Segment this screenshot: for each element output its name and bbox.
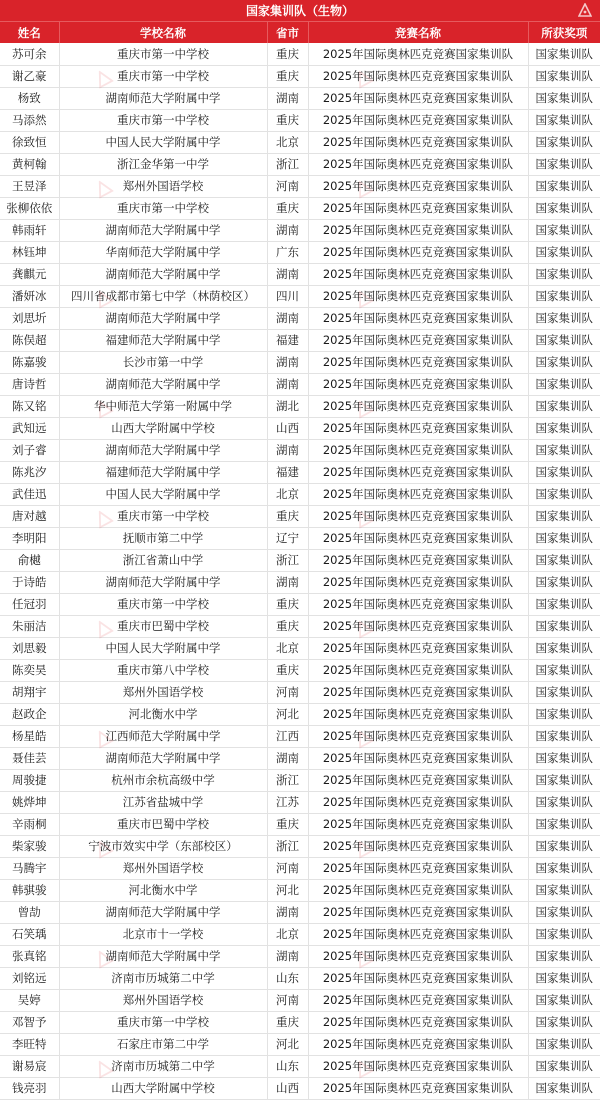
table-row xyxy=(0,43,600,65)
cell-award: 国家集训队 xyxy=(528,703,600,725)
cell-name: 陈嘉骏 xyxy=(0,351,59,373)
cell-school: 郑州外国语学校 xyxy=(59,989,267,1011)
cell-award: 国家集训队 xyxy=(528,835,600,857)
cell-province: 重庆 xyxy=(267,65,308,87)
cell-award: 国家集训队 xyxy=(528,43,600,65)
cell-name: 柴家骏 xyxy=(0,835,59,857)
cell-school: 中国人民大学附属中学 xyxy=(59,483,267,505)
cell-province: 河北 xyxy=(267,879,308,901)
cell-school: 重庆市第八中学校 xyxy=(59,659,267,681)
cell-school: 重庆市第一中学校 xyxy=(59,505,267,527)
table-row xyxy=(0,439,600,461)
cell-award: 国家集训队 xyxy=(528,1011,600,1033)
cell-province: 福建 xyxy=(267,329,308,351)
table-row xyxy=(0,351,600,373)
cell-province: 北京 xyxy=(267,483,308,505)
cell-award: 国家集训队 xyxy=(528,769,600,791)
cell-competition: 2025年国际奥林匹克竞赛国家集训队 xyxy=(308,571,528,593)
cell-competition: 2025年国际奥林匹克竞赛国家集训队 xyxy=(308,329,528,351)
cell-competition: 2025年国际奥林匹克竞赛国家集训队 xyxy=(308,263,528,285)
table-row xyxy=(0,197,600,219)
table-row xyxy=(0,1055,600,1077)
cell-award: 国家集训队 xyxy=(528,1077,600,1099)
table-row xyxy=(0,109,600,131)
cell-school: 重庆市第一中学校 xyxy=(59,43,267,65)
cell-award: 国家集训队 xyxy=(528,659,600,681)
cell-award: 国家集训队 xyxy=(528,901,600,923)
cell-name: 朱丽洁 xyxy=(0,615,59,637)
cell-competition: 2025年国际奥林匹克竞赛国家集训队 xyxy=(308,857,528,879)
cell-name: 钱亮羽 xyxy=(0,1077,59,1099)
cell-competition: 2025年国际奥林匹克竞赛国家集训队 xyxy=(308,395,528,417)
cell-competition: 2025年国际奥林匹克竞赛国家集训队 xyxy=(308,725,528,747)
cell-award: 国家集训队 xyxy=(528,373,600,395)
cell-name: 徐致恒 xyxy=(0,131,59,153)
cell-name: 武知远 xyxy=(0,417,59,439)
table-row xyxy=(0,87,600,109)
cell-name: 唐诗哲 xyxy=(0,373,59,395)
cell-school: 华南师范大学附属中学 xyxy=(59,241,267,263)
cell-province: 湖南 xyxy=(267,87,308,109)
cell-province: 河北 xyxy=(267,703,308,725)
cell-award: 国家集训队 xyxy=(528,175,600,197)
cell-school: 重庆市第一中学校 xyxy=(59,65,267,87)
table-body xyxy=(0,43,600,1099)
cell-school: 重庆市第一中学校 xyxy=(59,593,267,615)
cell-province: 重庆 xyxy=(267,813,308,835)
cell-school: 济南市历城第二中学 xyxy=(59,967,267,989)
cell-school: 中国人民大学附属中学 xyxy=(59,131,267,153)
cell-province: 湖南 xyxy=(267,945,308,967)
cell-province: 山西 xyxy=(267,417,308,439)
table-row xyxy=(0,153,600,175)
table-row xyxy=(0,923,600,945)
cell-competition: 2025年国际奥林匹克竞赛国家集训队 xyxy=(308,813,528,835)
cell-school: 郑州外国语学校 xyxy=(59,857,267,879)
cell-school: 湖南师范大学附属中学 xyxy=(59,439,267,461)
cell-school: 中国人民大学附属中学 xyxy=(59,637,267,659)
cell-province: 山东 xyxy=(267,967,308,989)
cell-name: 龚麒元 xyxy=(0,263,59,285)
cell-competition: 2025年国际奥林匹克竞赛国家集训队 xyxy=(308,285,528,307)
cell-competition: 2025年国际奥林匹克竞赛国家集训队 xyxy=(308,1055,528,1077)
table-row xyxy=(0,219,600,241)
cell-competition: 2025年国际奥林匹克竞赛国家集训队 xyxy=(308,681,528,703)
cell-competition: 2025年国际奥林匹克竞赛国家集训队 xyxy=(308,1077,528,1099)
cell-school: 湖南师范大学附属中学 xyxy=(59,747,267,769)
cell-competition: 2025年国际奥林匹克竞赛国家集训队 xyxy=(308,43,528,65)
cell-name: 杨致 xyxy=(0,87,59,109)
cell-school: 济南市历城第二中学 xyxy=(59,1055,267,1077)
cell-competition: 2025年国际奥林匹克竞赛国家集训队 xyxy=(308,1011,528,1033)
cell-competition: 2025年国际奥林匹克竞赛国家集训队 xyxy=(308,373,528,395)
cell-competition: 2025年国际奥林匹克竞赛国家集训队 xyxy=(308,945,528,967)
cell-award: 国家集训队 xyxy=(528,989,600,1011)
cell-province: 河南 xyxy=(267,175,308,197)
cell-award: 国家集训队 xyxy=(528,637,600,659)
cell-name: 潘妍冰 xyxy=(0,285,59,307)
cell-award: 国家集训队 xyxy=(528,681,600,703)
cell-province: 北京 xyxy=(267,637,308,659)
cell-competition: 2025年国际奥林匹克竞赛国家集训队 xyxy=(308,87,528,109)
cell-province: 浙江 xyxy=(267,153,308,175)
cell-name: 李旺特 xyxy=(0,1033,59,1055)
cell-name: 张真铭 xyxy=(0,945,59,967)
cell-province: 山西 xyxy=(267,1077,308,1099)
cell-name: 赵政企 xyxy=(0,703,59,725)
cell-competition: 2025年国际奥林匹克竞赛国家集训队 xyxy=(308,439,528,461)
cell-school: 江苏省盐城中学 xyxy=(59,791,267,813)
cell-school: 重庆市巴蜀中学校 xyxy=(59,813,267,835)
cell-award: 国家集训队 xyxy=(528,439,600,461)
cell-award: 国家集训队 xyxy=(528,527,600,549)
cell-competition: 2025年国际奥林匹克竞赛国家集训队 xyxy=(308,747,528,769)
table-row xyxy=(0,263,600,285)
cell-school: 四川省成都市第七中学（林荫校区） xyxy=(59,285,267,307)
cell-name: 韩骐骏 xyxy=(0,879,59,901)
cell-award: 国家集训队 xyxy=(528,549,600,571)
cell-province: 重庆 xyxy=(267,197,308,219)
cell-award: 国家集训队 xyxy=(528,461,600,483)
cell-award: 国家集训队 xyxy=(528,87,600,109)
cell-school: 江西师范大学附属中学 xyxy=(59,725,267,747)
triangle-logo-icon xyxy=(578,3,592,17)
cell-school: 抚顺市第二中学 xyxy=(59,527,267,549)
cell-competition: 2025年国际奥林匹克竞赛国家集训队 xyxy=(308,769,528,791)
table-row xyxy=(0,329,600,351)
cell-award: 国家集训队 xyxy=(528,1055,600,1077)
cell-name: 陈又铭 xyxy=(0,395,59,417)
cell-competition: 2025年国际奥林匹克竞赛国家集训队 xyxy=(308,659,528,681)
cell-name: 唐对越 xyxy=(0,505,59,527)
cell-competition: 2025年国际奥林匹克竞赛国家集训队 xyxy=(308,901,528,923)
cell-competition: 2025年国际奥林匹克竞赛国家集训队 xyxy=(308,505,528,527)
cell-competition: 2025年国际奥林匹克竞赛国家集训队 xyxy=(308,219,528,241)
cell-name: 刘子睿 xyxy=(0,439,59,461)
cell-province: 重庆 xyxy=(267,1011,308,1033)
cell-competition: 2025年国际奥林匹克竞赛国家集训队 xyxy=(308,175,528,197)
cell-competition: 2025年国际奥林匹克竞赛国家集训队 xyxy=(308,989,528,1011)
cell-province: 北京 xyxy=(267,923,308,945)
cell-name: 胡翔宇 xyxy=(0,681,59,703)
cell-name: 周骏捷 xyxy=(0,769,59,791)
table-row xyxy=(0,747,600,769)
cell-award: 国家集训队 xyxy=(528,219,600,241)
cell-award: 国家集训队 xyxy=(528,923,600,945)
cell-name: 俞樾 xyxy=(0,549,59,571)
cell-name: 石笑瑀 xyxy=(0,923,59,945)
cell-province: 重庆 xyxy=(267,109,308,131)
cell-province: 山东 xyxy=(267,1055,308,1077)
cell-competition: 2025年国际奥林匹克竞赛国家集训队 xyxy=(308,593,528,615)
cell-school: 重庆市第一中学校 xyxy=(59,109,267,131)
cell-competition: 2025年国际奥林匹克竞赛国家集训队 xyxy=(308,65,528,87)
cell-award: 国家集训队 xyxy=(528,197,600,219)
cell-award: 国家集训队 xyxy=(528,967,600,989)
cell-competition: 2025年国际奥林匹克竞赛国家集训队 xyxy=(308,967,528,989)
cell-competition: 2025年国际奥林匹克竞赛国家集训队 xyxy=(308,307,528,329)
table-row xyxy=(0,637,600,659)
cell-province: 重庆 xyxy=(267,615,308,637)
cell-competition: 2025年国际奥林匹克竞赛国家集训队 xyxy=(308,351,528,373)
cell-award: 国家集训队 xyxy=(528,131,600,153)
cell-province: 湖南 xyxy=(267,263,308,285)
cell-name: 陈俣超 xyxy=(0,329,59,351)
cell-competition: 2025年国际奥林匹克竞赛国家集训队 xyxy=(308,153,528,175)
cell-award: 国家集训队 xyxy=(528,307,600,329)
cell-school: 重庆市第一中学校 xyxy=(59,197,267,219)
table-row xyxy=(0,395,600,417)
cell-competition: 2025年国际奥林匹克竞赛国家集训队 xyxy=(308,791,528,813)
cell-award: 国家集训队 xyxy=(528,813,600,835)
cell-school: 湖南师范大学附属中学 xyxy=(59,571,267,593)
cell-award: 国家集训队 xyxy=(528,593,600,615)
cell-province: 辽宁 xyxy=(267,527,308,549)
cell-competition: 2025年国际奥林匹克竞赛国家集训队 xyxy=(308,527,528,549)
cell-name: 任冠羽 xyxy=(0,593,59,615)
cell-name: 李明阳 xyxy=(0,527,59,549)
cell-school: 湖南师范大学附属中学 xyxy=(59,945,267,967)
cell-award: 国家集训队 xyxy=(528,109,600,131)
cell-name: 谢易宸 xyxy=(0,1055,59,1077)
table-row xyxy=(0,175,600,197)
cell-award: 国家集训队 xyxy=(528,65,600,87)
cell-award: 国家集训队 xyxy=(528,505,600,527)
cell-school: 石家庄市第二中学 xyxy=(59,1033,267,1055)
cell-school: 宁波市效实中学（东部校区） xyxy=(59,835,267,857)
col-header-competition: 竞赛名称 xyxy=(308,22,528,44)
cell-name: 刘铭远 xyxy=(0,967,59,989)
cell-school: 湖南师范大学附属中学 xyxy=(59,901,267,923)
cell-name: 邓智予 xyxy=(0,1011,59,1033)
cell-name: 刘思毅 xyxy=(0,637,59,659)
table-row xyxy=(0,989,600,1011)
cell-competition: 2025年国际奥林匹克竞赛国家集训队 xyxy=(308,879,528,901)
table-row xyxy=(0,461,600,483)
cell-province: 福建 xyxy=(267,461,308,483)
table-row xyxy=(0,791,600,813)
cell-school: 郑州外国语学校 xyxy=(59,175,267,197)
cell-province: 湖南 xyxy=(267,351,308,373)
cell-name: 于诗皓 xyxy=(0,571,59,593)
table-row xyxy=(0,725,600,747)
cell-school: 浙江省萧山中学 xyxy=(59,549,267,571)
cell-name: 苏可余 xyxy=(0,43,59,65)
cell-competition: 2025年国际奥林匹克竞赛国家集训队 xyxy=(308,637,528,659)
cell-award: 国家集训队 xyxy=(528,417,600,439)
cell-province: 重庆 xyxy=(267,593,308,615)
cell-name: 马腾宇 xyxy=(0,857,59,879)
cell-province: 江苏 xyxy=(267,791,308,813)
cell-school: 福建师范大学附属中学 xyxy=(59,461,267,483)
cell-award: 国家集训队 xyxy=(528,263,600,285)
table-row xyxy=(0,593,600,615)
table-row xyxy=(0,1011,600,1033)
table-row xyxy=(0,1033,600,1055)
table-row xyxy=(0,615,600,637)
header-row xyxy=(0,22,600,44)
cell-school: 河北衡水中学 xyxy=(59,703,267,725)
cell-award: 国家集训队 xyxy=(528,241,600,263)
table-row xyxy=(0,769,600,791)
cell-school: 浙江金华第一中学 xyxy=(59,153,267,175)
cell-name: 陈奕昊 xyxy=(0,659,59,681)
cell-competition: 2025年国际奥林匹克竞赛国家集训队 xyxy=(308,241,528,263)
col-header-province: 省市 xyxy=(267,22,308,44)
cell-competition: 2025年国际奥林匹克竞赛国家集训队 xyxy=(308,417,528,439)
cell-province: 河南 xyxy=(267,989,308,1011)
cell-award: 国家集训队 xyxy=(528,329,600,351)
table-row xyxy=(0,967,600,989)
cell-award: 国家集训队 xyxy=(528,879,600,901)
table-row xyxy=(0,307,600,329)
cell-competition: 2025年国际奥林匹克竞赛国家集训队 xyxy=(308,197,528,219)
table-row xyxy=(0,373,600,395)
cell-school: 福建师范大学附属中学 xyxy=(59,329,267,351)
cell-name: 马添然 xyxy=(0,109,59,131)
cell-award: 国家集训队 xyxy=(528,1033,600,1055)
cell-school: 华中师范大学第一附属中学 xyxy=(59,395,267,417)
cell-name: 辛雨桐 xyxy=(0,813,59,835)
cell-name: 王昱泽 xyxy=(0,175,59,197)
cell-name: 杨星皓 xyxy=(0,725,59,747)
cell-name: 吴婷 xyxy=(0,989,59,1011)
cell-school: 郑州外国语学校 xyxy=(59,681,267,703)
cell-name: 曾劼 xyxy=(0,901,59,923)
cell-province: 河南 xyxy=(267,857,308,879)
cell-award: 国家集训队 xyxy=(528,351,600,373)
cell-school: 北京市十一学校 xyxy=(59,923,267,945)
cell-school: 湖南师范大学附属中学 xyxy=(59,87,267,109)
table-row xyxy=(0,945,600,967)
table-row xyxy=(0,1077,600,1099)
table-row xyxy=(0,241,600,263)
cell-award: 国家集训队 xyxy=(528,791,600,813)
table-row xyxy=(0,835,600,857)
cell-competition: 2025年国际奥林匹克竞赛国家集训队 xyxy=(308,835,528,857)
table-title: 国家集训队（生物） xyxy=(245,4,354,18)
table-row xyxy=(0,703,600,725)
cell-province: 湖北 xyxy=(267,395,308,417)
cell-competition: 2025年国际奥林匹克竞赛国家集训队 xyxy=(308,549,528,571)
cell-province: 河北 xyxy=(267,1033,308,1055)
cell-school: 湖南师范大学附属中学 xyxy=(59,373,267,395)
cell-province: 浙江 xyxy=(267,549,308,571)
cell-school: 湖南师范大学附属中学 xyxy=(59,263,267,285)
table-row xyxy=(0,549,600,571)
table-row xyxy=(0,813,600,835)
col-header-award: 所获奖项 xyxy=(528,22,600,44)
cell-school: 河北衡水中学 xyxy=(59,879,267,901)
table-row xyxy=(0,681,600,703)
cell-competition: 2025年国际奥林匹克竞赛国家集训队 xyxy=(308,131,528,153)
cell-province: 湖南 xyxy=(267,219,308,241)
cell-school: 长沙市第一中学 xyxy=(59,351,267,373)
table-row xyxy=(0,879,600,901)
cell-province: 重庆 xyxy=(267,659,308,681)
cell-province: 北京 xyxy=(267,131,308,153)
roster-table xyxy=(0,21,600,1100)
cell-school: 山西大学附属中学校 xyxy=(59,1077,267,1099)
cell-name: 张柳依依 xyxy=(0,197,59,219)
cell-name: 黄柯翰 xyxy=(0,153,59,175)
cell-award: 国家集训队 xyxy=(528,857,600,879)
cell-province: 湖南 xyxy=(267,747,308,769)
cell-award: 国家集训队 xyxy=(528,285,600,307)
cell-award: 国家集训队 xyxy=(528,483,600,505)
cell-school: 湖南师范大学附属中学 xyxy=(59,219,267,241)
cell-province: 江西 xyxy=(267,725,308,747)
cell-province: 湖南 xyxy=(267,571,308,593)
table-row xyxy=(0,571,600,593)
cell-award: 国家集训队 xyxy=(528,945,600,967)
table-row xyxy=(0,65,600,87)
cell-province: 广东 xyxy=(267,241,308,263)
cell-competition: 2025年国际奥林匹克竞赛国家集训队 xyxy=(308,923,528,945)
cell-competition: 2025年国际奥林匹克竞赛国家集训队 xyxy=(308,615,528,637)
cell-name: 聂佳芸 xyxy=(0,747,59,769)
cell-province: 重庆 xyxy=(267,505,308,527)
table-row xyxy=(0,483,600,505)
table-row xyxy=(0,131,600,153)
cell-name: 姚烨坤 xyxy=(0,791,59,813)
cell-competition: 2025年国际奥林匹克竞赛国家集训队 xyxy=(308,1033,528,1055)
table-row xyxy=(0,857,600,879)
cell-province: 重庆 xyxy=(267,43,308,65)
cell-competition: 2025年国际奥林匹克竞赛国家集训队 xyxy=(308,703,528,725)
cell-name: 谢乙豪 xyxy=(0,65,59,87)
cell-province: 湖南 xyxy=(267,373,308,395)
cell-award: 国家集训队 xyxy=(528,571,600,593)
cell-award: 国家集训队 xyxy=(528,153,600,175)
cell-province: 河南 xyxy=(267,681,308,703)
cell-award: 国家集训队 xyxy=(528,725,600,747)
cell-province: 浙江 xyxy=(267,769,308,791)
cell-school: 杭州市余杭高级中学 xyxy=(59,769,267,791)
cell-school: 山西大学附属中学校 xyxy=(59,417,267,439)
cell-name: 韩雨轩 xyxy=(0,219,59,241)
cell-name: 刘思圻 xyxy=(0,307,59,329)
cell-name: 林钰坤 xyxy=(0,241,59,263)
cell-school: 湖南师范大学附属中学 xyxy=(59,307,267,329)
cell-province: 湖南 xyxy=(267,439,308,461)
cell-province: 湖南 xyxy=(267,307,308,329)
cell-award: 国家集训队 xyxy=(528,615,600,637)
table-row xyxy=(0,659,600,681)
cell-school: 重庆市巴蜀中学校 xyxy=(59,615,267,637)
table-title-bar xyxy=(0,0,600,21)
table-row xyxy=(0,901,600,923)
cell-award: 国家集训队 xyxy=(528,395,600,417)
table-row xyxy=(0,527,600,549)
cell-competition: 2025年国际奥林匹克竞赛国家集训队 xyxy=(308,483,528,505)
cell-province: 四川 xyxy=(267,285,308,307)
table-row xyxy=(0,285,600,307)
table-row xyxy=(0,505,600,527)
cell-competition: 2025年国际奥林匹克竞赛国家集训队 xyxy=(308,109,528,131)
cell-province: 湖南 xyxy=(267,901,308,923)
col-header-school: 学校名称 xyxy=(59,22,267,44)
cell-competition: 2025年国际奥林匹克竞赛国家集训队 xyxy=(308,461,528,483)
cell-award: 国家集训队 xyxy=(528,747,600,769)
cell-name: 陈兆汐 xyxy=(0,461,59,483)
table-row xyxy=(0,417,600,439)
cell-name: 武佳迅 xyxy=(0,483,59,505)
cell-school: 重庆市第一中学校 xyxy=(59,1011,267,1033)
col-header-name: 姓名 xyxy=(0,22,59,44)
cell-province: 浙江 xyxy=(267,835,308,857)
